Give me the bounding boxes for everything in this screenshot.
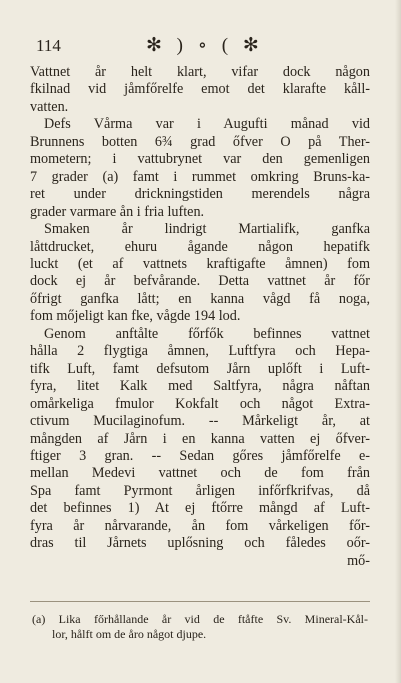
text-line: det befinnes 1) At ej ftőrre mångd af Luft- bbox=[30, 500, 370, 517]
page-header bbox=[36, 36, 366, 58]
text-line: ftiger 3 gran. -- Sedan gőres jåmfőrelfe e- bbox=[30, 447, 370, 464]
text-line: őfrigt ganfka lått; en kanna vågd få noga, bbox=[30, 290, 370, 307]
text-line: Spa famt Pyrmont årligen infőrfkrifvas, då bbox=[30, 482, 370, 499]
text-line: ctivum Mucilaginofum. -- Mårkeligt år, at bbox=[30, 413, 370, 430]
text-line: Brunnens botten 6¾ grad őfver O på Ther- bbox=[30, 133, 370, 150]
text-line: luckt (et af vattnets kraftigafte åmnen) fom bbox=[30, 255, 370, 272]
text-line: Genom anftålte főrfők befinnes vattnet bbox=[44, 325, 370, 342]
text-line: dock ej år befvårande. Detta vattnet år főr bbox=[30, 273, 370, 290]
body-text bbox=[30, 64, 370, 570]
text-line: 7 grader (a) famt i rummet omkring Bruns-ka- bbox=[30, 168, 370, 185]
text-line: Smaken år lindrigt Martialifk, ganfka bbox=[44, 221, 370, 238]
header-ornament: ✻ ) ∘ ( ✻ bbox=[146, 35, 264, 56]
text-line: fom mőjeligt kan fke, vågde 194 lod. bbox=[30, 308, 241, 325]
text-line: dras til Jårnets uplősning och fåledes oőr- bbox=[30, 535, 370, 552]
text-line: omårkeliga fmulor Kokfalt och något Extra- bbox=[30, 395, 370, 412]
text-line: Vattnet år helt klart, vifar dock någon bbox=[30, 64, 370, 80]
page-number: 114 bbox=[36, 36, 61, 55]
text-line: hålla 2 flygtiga åmnen, Luftfyra och Hepa- bbox=[30, 343, 370, 360]
text-line: mometern; i vattubrynet var den gemenligen bbox=[30, 151, 370, 168]
text-line: ret under drickningstiden merendels några bbox=[30, 186, 370, 203]
text-line: Defs Vårma var i Augufti månad vid bbox=[44, 116, 370, 133]
footnote bbox=[32, 612, 368, 642]
footnote-divider bbox=[30, 601, 370, 602]
text-line: vatten. bbox=[30, 98, 69, 115]
text-line: låttdrucket, ehuru ågande någon hepatifk bbox=[30, 238, 370, 255]
footnote-line: (a) Lika főrhållande år vid de ftåfte Sv. Mineral-Kål- bbox=[32, 612, 368, 626]
text-line: grader varmare ån i fria luften. bbox=[30, 203, 205, 220]
text-line: mellan Medevi vattnet och de fom från bbox=[30, 465, 370, 482]
catchword: mő- bbox=[347, 552, 370, 569]
footnote-line: lor, hålft om de åro något djupe. bbox=[52, 627, 207, 641]
text-line: fkilnad vid jåmfőrelfe emot det klarafte kåll- bbox=[30, 81, 370, 98]
text-line: fyra år nårvarande, ån fom vårkeligen főr- bbox=[30, 517, 370, 534]
text-line: fyra, litet Kalk med Saltfyra, några nåftan bbox=[30, 378, 370, 395]
text-line: mångden af Jårn i en kanna vatten ej őfver- bbox=[30, 430, 370, 447]
text-line: tifk Luft, famt defsutom Jårn uplőft i Luft- bbox=[30, 360, 370, 377]
